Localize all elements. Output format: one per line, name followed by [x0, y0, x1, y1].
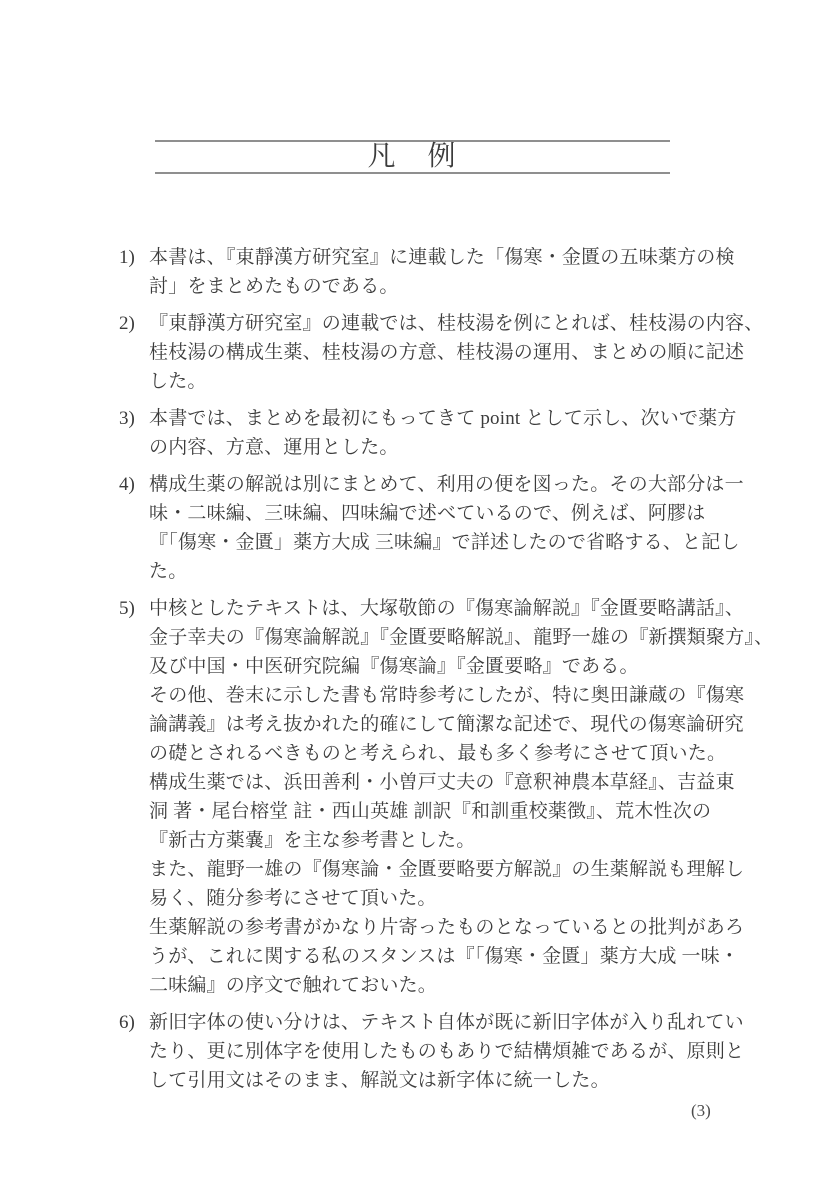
item-text [149, 309, 764, 396]
item-line: たり、更に別体字を使用したものもありで結構煩雑であるが、原則と [149, 1041, 745, 1062]
item-number: 3) [119, 408, 135, 429]
item-line: た。 [149, 561, 188, 582]
item-line: した。 [149, 371, 207, 392]
item-line: 『新古方薬嚢』を主な参考書とした。 [149, 830, 476, 851]
item-line: その他、巻末に示した書も常時参考にしたが、特に奥田謙蔵の『傷寒 [149, 685, 745, 706]
item-line: の内容、方意、運用とした。 [149, 437, 399, 458]
item-line: して引用文はそのまま、解説文は新字体に統一した。 [149, 1070, 610, 1091]
item-text [149, 1008, 759, 1095]
note-item-6 [119, 1008, 759, 1095]
item-line: また、龍野一雄の『傷寒論・金匱要略要方解説』の生薬解説も理解し [149, 859, 745, 880]
item-line: 桂枝湯の構成生薬、桂枝湯の方意、桂枝湯の運用、まとめの順に記述 [149, 342, 745, 363]
page-title: 凡 例 [367, 141, 458, 172]
item-line: 『「傷寒・金匱」薬方大成 三味編』で詳述したので省略する、と記し [149, 532, 740, 553]
item-line: 味・二味編、三味編、四味編で述べているので、例えば、阿膠は [149, 503, 706, 524]
note-item-1 [119, 243, 759, 301]
note-item-3 [119, 404, 759, 462]
note-item-4 [119, 470, 759, 586]
item-line: 易く、随分参考にさせて頂いた。 [149, 888, 437, 909]
note-item-5 [119, 594, 774, 1000]
item-line: 討」をまとめたものである。 [149, 276, 399, 297]
item-line: 新旧字体の使い分けは、テキスト自体が既に新旧字体が入り乱れてい [149, 1012, 744, 1033]
item-line: 金子幸夫の『傷寒論解説』『金匱要略解説』、龍野一雄の『新撰類聚方』、 [149, 627, 774, 648]
item-line: 本書は、『東靜漢方研究室』に連載した「傷寒・金匱の五味薬方の検 [149, 247, 735, 268]
item-number: 1) [119, 247, 135, 268]
item-text [149, 243, 759, 301]
title-rule-block [155, 140, 670, 174]
item-line: 及び中国・中医研究院編『傷寒論』『金匱要略』である。 [149, 656, 639, 677]
item-line: 二味編』の序文で触れておいた。 [149, 975, 438, 996]
item-text [149, 470, 759, 586]
item-line: うが、これに関する私のスタンスは『「傷寒・金匱」薬方大成 一味・ [149, 946, 740, 967]
item-line: 生薬解説の参考書がかなり片寄ったものとなっているとの批判があろ [149, 917, 745, 938]
item-line: 構成生薬では、浜田善利・小曽戸丈夫の『意釈神農本草経』、吉益東 [149, 772, 735, 793]
item-line: 中核としたテキストは、大塚敬節の『傷寒論解説』『金匱要略講話』、 [149, 598, 745, 619]
item-number: 6) [119, 1012, 135, 1033]
item-text [149, 404, 759, 462]
item-line: 構成生薬の解説は別にまとめて、利用の便を図った。その大部分は一 [149, 474, 744, 495]
item-number: 5) [119, 598, 135, 619]
page-number: (3) [691, 1101, 711, 1120]
item-number: 2) [119, 313, 135, 334]
item-number: 4) [119, 474, 135, 495]
item-line: の礎とされるべきものと考えられ、最も多く参考にさせて頂いた。 [149, 743, 727, 764]
item-line: 『東靜漢方研究室』の連載では、桂枝湯を例にとれば、桂枝湯の内容、 [149, 313, 764, 334]
item-line: 論講義』は考え抜かれた的確にして簡潔な記述で、現代の傷寒論研究 [149, 714, 744, 735]
notes-list [119, 243, 774, 1103]
item-text [149, 594, 774, 1000]
note-item-2 [119, 309, 764, 396]
item-line: 本書では、まとめを最初にもってきて point として示し、次いで薬方 [149, 408, 737, 429]
item-line: 洞 著・尾台榕堂 註・西山英雄 訓訳『和訓重校薬徴』、荒木性次の [149, 801, 712, 822]
